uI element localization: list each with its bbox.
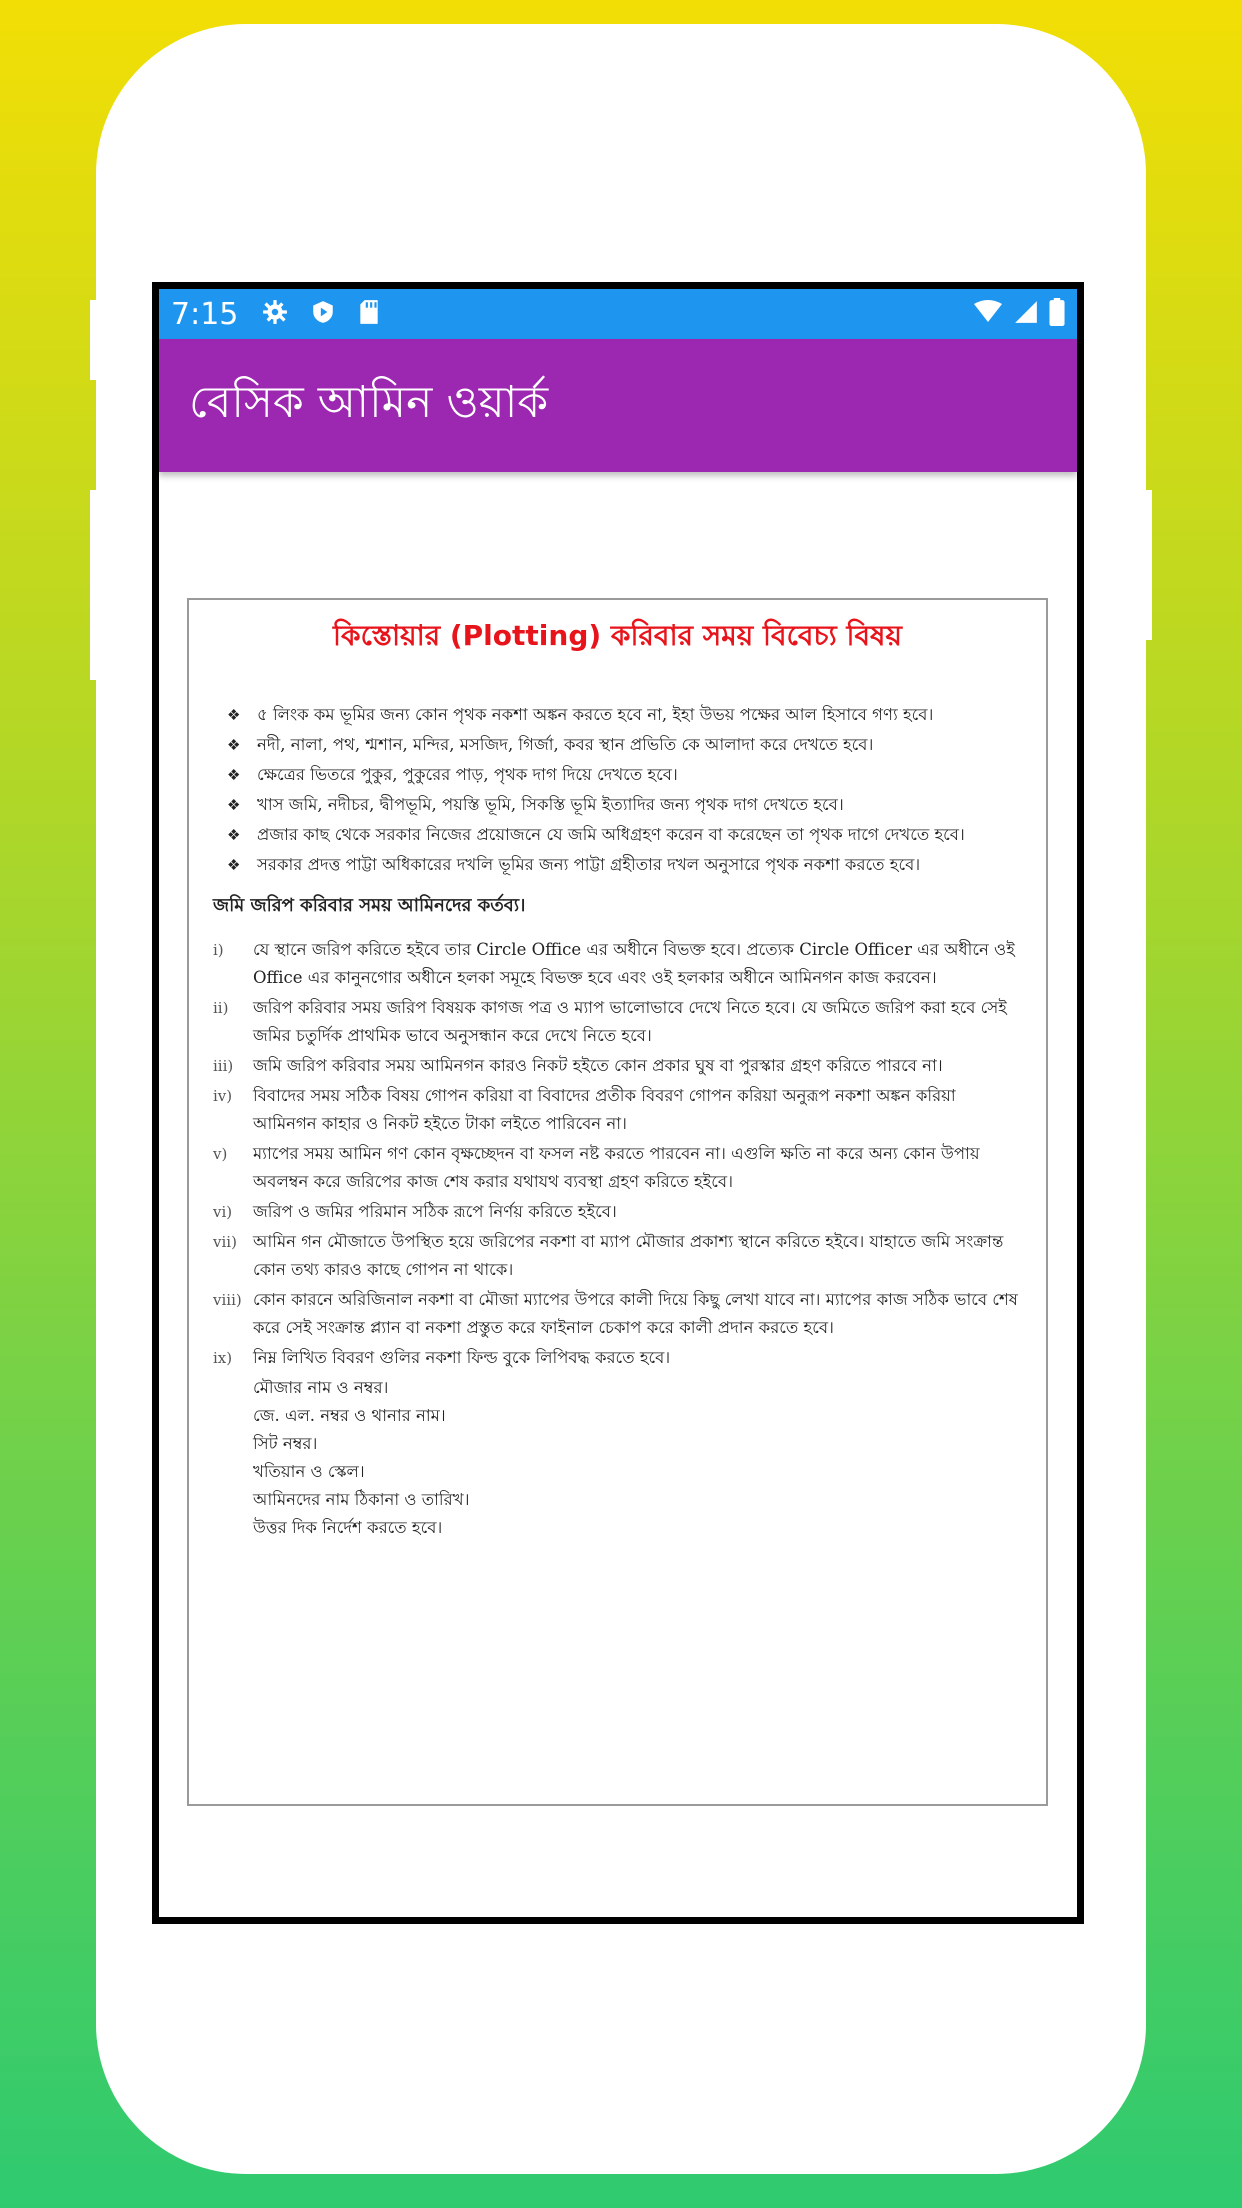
duty-list bbox=[213, 936, 1022, 1372]
gear-icon bbox=[262, 299, 288, 329]
sd-card-icon bbox=[358, 299, 380, 329]
list-item bbox=[213, 1198, 1022, 1226]
list-item-text: ৫ লিংক কম ভূমির জন্য কোন পৃথক নকশা অঙ্কন করতে হবে না, ইহা উভয় পক্ষের আল হিসাবে গণ্য হবে। bbox=[257, 705, 934, 724]
phone-side-button-right bbox=[1140, 490, 1152, 640]
field-book-sublist bbox=[213, 1374, 1022, 1542]
item-number: iv) bbox=[213, 1087, 233, 1105]
item-number: i) bbox=[213, 941, 224, 959]
document-page bbox=[187, 598, 1048, 1806]
list-item bbox=[213, 936, 1022, 992]
item-text: কোন কারনে অরিজিনাল নকশা বা মৌজা ম্যাপের উপরে কালী দিয়ে কিছু লেখা যাবে না। ম্যাপের কাজ সঠিক ভাবে শেষ করে সেই সংক্রান্ত প্ল্যান বা নকশা প্রস্তুত করে ফাইনাল চেকাপ করে কালী প্রদান করতে হবে। bbox=[253, 1290, 1018, 1337]
list-item bbox=[213, 994, 1022, 1050]
app-title: বেসিক আমিন ওয়ার্ক bbox=[189, 377, 549, 428]
phone-side-button-left bbox=[90, 300, 102, 380]
list-item bbox=[227, 791, 1022, 819]
item-number: vi) bbox=[213, 1203, 233, 1221]
bullet-diamond-icon: ❖ bbox=[227, 736, 241, 754]
battery-icon bbox=[1049, 298, 1065, 330]
list-item bbox=[227, 851, 1022, 879]
consideration-list bbox=[213, 701, 1022, 879]
list-item bbox=[213, 1052, 1022, 1080]
list-item bbox=[213, 1140, 1022, 1196]
list-item bbox=[227, 761, 1022, 789]
item-text: জরিপ ও জমির পরিমান সঠিক রূপে নির্ণয় করিতে হইবে। bbox=[253, 1202, 617, 1221]
play-protect-icon bbox=[310, 299, 336, 329]
sub-item: জে. এল. নম্বর ও থানার নাম। bbox=[253, 1406, 446, 1425]
signal-icon bbox=[1013, 299, 1039, 329]
item-text: জরিপ করিবার সময় জরিপ বিষয়ক কাগজ পত্র ও ম্যাপ ভালোভাবে দেখে নিতে হবে। যে জমিতে জরিপ করা হবে সেই জমির চতুর্দিক প্রাথমিক ভাবে অনুসন্ধান করে দেখে নিতে হবে। bbox=[253, 998, 1007, 1045]
item-text: জমি জরিপ করিবার সময় আমিনগন কারও নিকট হইতে কোন প্রকার ঘুষ বা পুরস্কার গ্রহণ করিতে পারবে না। bbox=[253, 1056, 943, 1075]
item-text: ম্যাপের সময় আমিন গণ কোন বৃক্ষচ্ছেদন বা ফসল নষ্ট করতে পারবেন না। এগুলি ক্ষতি না করে অন্য কোন উপায় অবলম্বন করে জরিপের কাজ শেষ করার যথাযথ ব্যবস্থা গ্রহণ করিতে হইবে। bbox=[253, 1144, 980, 1191]
list-item bbox=[213, 1228, 1022, 1284]
sub-item: সিট নম্বর। bbox=[253, 1434, 318, 1453]
item-number: ii) bbox=[213, 999, 229, 1017]
item-number: iii) bbox=[213, 1057, 234, 1075]
list-item bbox=[213, 1082, 1022, 1138]
item-number: vii) bbox=[213, 1233, 237, 1251]
bullet-diamond-icon: ❖ bbox=[227, 826, 241, 844]
list-item-text: নদী, নালা, পথ, শ্মশান, মন্দির, মসজিদ, গির্জা, কবর স্থান প্রভিতি কে আলাদা করে দেখতে হবে। bbox=[257, 735, 874, 754]
item-text: নিম্ন লিখিত বিবরণ গুলির নকশা ফিল্ড বুকে লিপিবদ্ধ করতে হবে। bbox=[253, 1348, 671, 1367]
status-bar bbox=[159, 289, 1077, 339]
list-item bbox=[227, 731, 1022, 759]
list-item-text: প্রজার কাছ থেকে সরকার নিজের প্রয়োজনে যে জমি অধিগ্রহণ করেন বা করেছেন তা পৃথক দাগে দেখতে হবে। bbox=[257, 825, 965, 844]
item-number: viii) bbox=[213, 1291, 242, 1309]
wifi-icon bbox=[973, 299, 1003, 329]
document-title: কিস্তোয়ার (Plotting) করিবার সময় বিবেচ্য বিষয় bbox=[333, 619, 902, 652]
sub-item: আমিনদের নাম ঠিকানা ও তারিখ। bbox=[253, 1490, 470, 1509]
list-item bbox=[213, 1286, 1022, 1342]
app-bar bbox=[159, 339, 1077, 472]
list-item-text: সরকার প্রদত্ত পাট্টা অধিকারের দখলি ভূমির জন্য পাট্টা গ্রহীতার দখল অনুসারে পৃথক নকশা করতে হবে। bbox=[257, 855, 921, 874]
sub-item: খতিয়ান ও স্কেল। bbox=[253, 1462, 365, 1481]
list-item bbox=[227, 701, 1022, 729]
item-number: ix) bbox=[213, 1349, 233, 1367]
bullet-diamond-icon: ❖ bbox=[227, 706, 241, 724]
list-item bbox=[213, 1344, 1022, 1372]
bullet-diamond-icon: ❖ bbox=[227, 766, 241, 784]
item-number: v) bbox=[213, 1145, 228, 1163]
bullet-diamond-icon: ❖ bbox=[227, 856, 241, 874]
item-text: আমিন গন মৌজাতে উপস্থিত হয়ে জরিপের নকশা বা ম্যাপ মৌজার প্রকাশ্য স্থানে করিতে হইবে। যাহাতে জমি সংক্রান্ত কোন তথ্য কারও কাছে গোপন না থাকে। bbox=[253, 1232, 1004, 1279]
section-heading: জমি জরিপ করিবার সময় আমিনদের কর্তব্য। bbox=[213, 895, 526, 916]
list-item bbox=[227, 821, 1022, 849]
bullet-diamond-icon: ❖ bbox=[227, 796, 241, 814]
item-text: যে স্থানে জরিপ করিতে হইবে তার Circle Office এর অধীনে বিভক্ত হবে। প্রত্যেক Circle Officer এর অধীনে ওই Office এর কানুনগোর অধীনে হলকা সমূহে বিভক্ত হবে এবং ওই হলকার অধীনে আমিনগন কাজ করবেন। bbox=[253, 940, 1015, 987]
sub-item: উত্তর দিক নির্দেশ করতে হবে। bbox=[253, 1518, 443, 1537]
list-item-text: খাস জমি, নদীচর, দ্বীপভূমি, পয়স্তি ভূমি, সিকস্তি ভূমি ইত্যাদির জন্য পৃথক দাগ দেখতে হবে। bbox=[257, 795, 844, 814]
item-text: বিবাদের সময় সঠিক বিষয় গোপন করিয়া বা বিবাদের প্রতীক বিবরণ গোপন করিয়া অনুরূপ নকশা অঙ্কন করিয়া আমিনগন কাহার ও নিকট হইতে টাকা লইতে পারিবেন না। bbox=[253, 1086, 956, 1133]
list-item-text: ক্ষেত্রের ভিতরে পুকুর, পুকুরের পাড়, পৃথক দাগ দিয়ে দেখতে হবে। bbox=[257, 765, 678, 784]
phone-screen bbox=[152, 282, 1084, 1924]
status-time: 7:15 bbox=[171, 296, 239, 332]
phone-side-button-left-2 bbox=[90, 490, 102, 680]
sub-item: মৌজার নাম ও নম্বর। bbox=[253, 1378, 389, 1397]
